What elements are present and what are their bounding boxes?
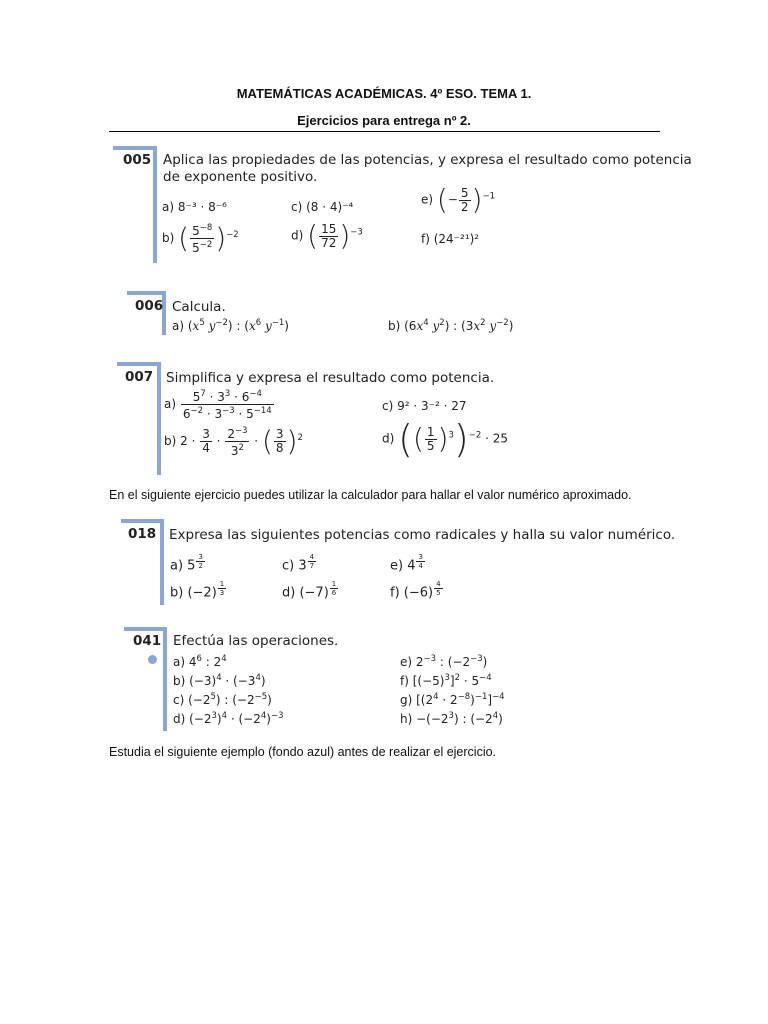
document-subtitle: Ejercicios para entrega nº 2.	[297, 113, 471, 128]
ex006-number: 006	[135, 298, 164, 314]
ex018-number: 018	[128, 526, 157, 542]
ex005-item-d: d) ( $\frac{15}{72}$ )$^{-3}$	[291, 219, 363, 252]
ex007-item-a: a) $\frac{5^7 \cdot 3^3 \cdot 6^{-4}}{6^{-2} \cdot 3^{-3} \cdot 5^{-14}}$	[164, 389, 272, 421]
ex041-number: 041	[133, 633, 162, 649]
bullet-dot-icon	[148, 655, 157, 664]
ex005-item-c: c) (8 · 4)⁻⁴	[291, 200, 354, 214]
ex041-item-g: g) $[(2^4 \cdot 2^{-8})^{-1}]^{-4}$	[400, 692, 505, 707]
ex007-title: Simplifica y expresa el resultado como potencia.	[166, 370, 495, 386]
calculator-note: En el siguiente ejercicio puedes utilizar la calculador para hallar el valor numérico aproximado.	[109, 488, 632, 502]
ex007-top-bar	[117, 362, 161, 366]
ex005-title-line1: Aplica las propiedades de las potencias, y expresa el resultado como potencia	[163, 152, 692, 168]
ex041-item-a: a) $4^6$ : $2^4$	[173, 654, 227, 669]
ex018-side-bar	[160, 519, 164, 605]
ex041-item-f: f) $[(-5)^3]^2 \cdot 5^{-4}$	[400, 673, 492, 688]
ex018-item-b: b) (−2) $^{\frac{1}{3}}$	[170, 580, 225, 601]
document-title: MATEMÁTICAS ACADÉMICAS. 4º ESO. TEMA 1.	[236, 86, 532, 101]
ex018-item-c: c) 3 $^{\frac{4}{7}}$	[282, 553, 315, 574]
ex018-top-bar	[121, 519, 164, 523]
ex041-item-c: c) $(-2^5)$ : $(-2^{-5})$	[173, 692, 272, 707]
ex005-top-bar	[113, 146, 157, 150]
ex018-item-e: e) 4 $^{\frac{3}{4}}$	[390, 553, 423, 574]
ex041-side-bar	[163, 627, 167, 731]
ex041-item-h: $h) -(-2^3)$ : $(-2^4)$	[400, 711, 503, 726]
ex007-item-b: b) 2 · $\frac{3}{4}$ · $\frac{2^{-3}}{3^2}$ · ( $\frac{3}{8}$ )$^2$	[164, 424, 303, 458]
ex006-item-a: a) ($x^5$ $y^{-2}$) : ($x^6$ $y^{-1}$)	[172, 318, 289, 333]
ex041-title: Efectúa las operaciones.	[173, 633, 339, 649]
ex018-item-d: d) (−7) $^{\frac{1}{6}}$	[282, 580, 337, 601]
ex006-title: Calcula.	[172, 299, 226, 315]
ex005-item-f: f) (24⁻²¹)²	[421, 232, 480, 246]
ex018-item-f: f) (−6) $^{\frac{4}{5}}$	[390, 580, 441, 601]
ex041-item-e: e) $2^{-3}$ : $(-2^{-3})$	[400, 654, 488, 669]
ex005-item-e: e) (− $\frac{5}{2}$ )$^{-1}$	[421, 183, 496, 216]
ex007-item-d: d) (( $\frac{1}{5}$ )$^3$)$^{-2}$ · 25	[382, 417, 508, 461]
ex005-item-a: a) 8⁻³ · 8⁻⁶	[162, 200, 227, 214]
ex041-item-b: b) $(-3)^4 \cdot (-3^4)$	[173, 673, 266, 688]
ex041-top-bar	[124, 627, 167, 631]
ex018-title: Expresa las siguientes potencias como radicales y halla su valor numérico.	[169, 527, 676, 543]
ex041-item-d: d) $(-2^3)^4 \cdot (-2^4)^{-3}$	[173, 711, 284, 726]
ex005-title-line2: de exponente positivo.	[163, 169, 318, 185]
example-note: Estudia el siguiente ejemplo (fondo azul) antes de realizar el ejercicio.	[109, 745, 497, 759]
ex006-top-bar	[127, 291, 165, 295]
ex007-number: 007	[125, 369, 154, 385]
ex005-item-b: b) ( $\frac{5^{-8}}{5^{-2}}$ )$^{-2}$	[162, 221, 239, 255]
ex007-side-bar	[157, 362, 161, 475]
ex018-item-a: a) 5 $^{\frac{3}{2}}$	[170, 553, 203, 574]
ex005-side-bar	[153, 146, 157, 263]
header-divider	[109, 131, 660, 132]
ex007-item-c: c) 9² · 3⁻² · 27	[382, 399, 467, 413]
ex005-number: 005	[123, 152, 152, 168]
ex006-item-b: b) ($6x^4$ $y^2$) : ($3x^2$ $y^{-2}$)	[388, 318, 514, 333]
